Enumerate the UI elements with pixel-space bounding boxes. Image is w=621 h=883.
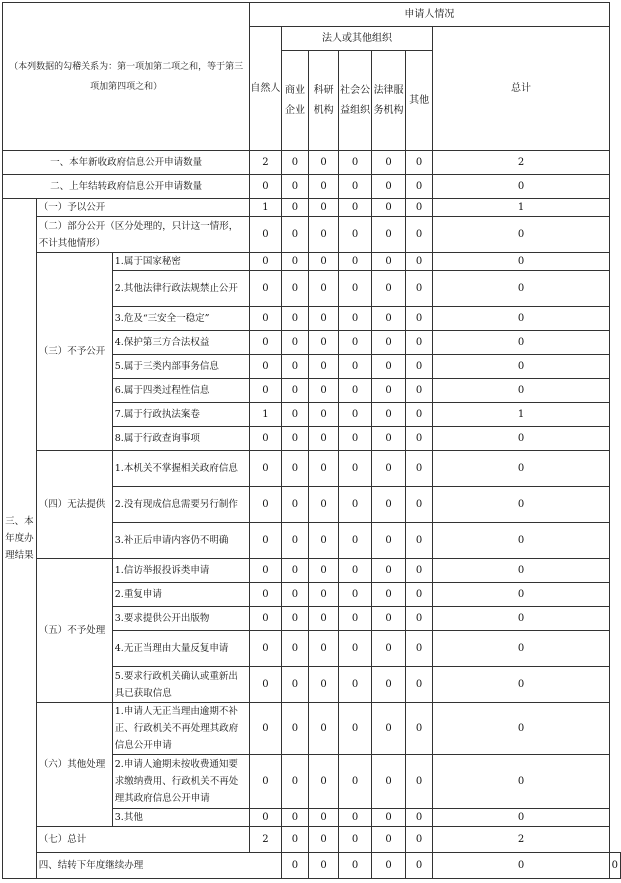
- header-total: 总计: [433, 27, 609, 151]
- value-cell: 0: [433, 667, 609, 703]
- value-cell: 0: [372, 607, 405, 631]
- header-legal-or-other-orgs: 法人或其他组织: [281, 27, 433, 51]
- value-cell: 0: [338, 583, 371, 607]
- value-cell: 0: [433, 755, 609, 809]
- value-cell: 0: [309, 379, 339, 403]
- value-cell: 0: [250, 271, 282, 307]
- value-cell: 0: [405, 253, 433, 271]
- value-cell: 0: [309, 403, 339, 427]
- value-cell: 0: [281, 853, 309, 879]
- value-cell: 0: [405, 307, 433, 331]
- row-label-new-requests: 一、本年新收政府信息公开申请数量: [3, 151, 250, 175]
- value-cell: 0: [405, 217, 433, 253]
- value-cell: 0: [338, 175, 371, 199]
- value-cell: 0: [609, 853, 620, 879]
- group-label-other-processing: （六）其他处理: [36, 703, 112, 827]
- value-cell: 0: [372, 151, 405, 175]
- value-cell: 0: [309, 151, 339, 175]
- value-cell: 0: [309, 631, 339, 667]
- value-cell: 0: [433, 175, 609, 199]
- value-cell: 0: [338, 253, 371, 271]
- value-cell: 2: [433, 827, 609, 853]
- value-cell: 0: [281, 217, 309, 253]
- sub-label: 1.本机关不掌握相关政府信息: [112, 451, 249, 487]
- sub-label: 2.重复申请: [112, 583, 249, 607]
- row-label-carry-forward: 四、结转下年度继续办理: [36, 853, 281, 879]
- value-cell: 0: [281, 355, 309, 379]
- value-cell: 0: [309, 451, 339, 487]
- value-cell: 0: [281, 403, 309, 427]
- sub-label: 1.信访举报投诉类申请: [112, 559, 249, 583]
- value-cell: 0: [405, 427, 433, 451]
- value-cell: 0: [281, 427, 309, 451]
- value-cell: 0: [309, 523, 339, 559]
- value-cell: 1: [433, 199, 609, 217]
- value-cell: 0: [309, 703, 339, 755]
- value-cell: 0: [372, 487, 405, 523]
- value-cell: 0: [338, 217, 371, 253]
- value-cell: 0: [405, 175, 433, 199]
- value-cell: 0: [309, 827, 339, 853]
- value-cell: 0: [281, 379, 309, 403]
- value-cell: 0: [405, 853, 433, 879]
- value-cell: 0: [338, 379, 371, 403]
- value-cell: 0: [338, 487, 371, 523]
- value-cell: 0: [372, 631, 405, 667]
- value-cell: 0: [281, 703, 309, 755]
- value-cell: 0: [281, 331, 309, 355]
- value-cell: 0: [372, 403, 405, 427]
- value-cell: 0: [405, 559, 433, 583]
- value-cell: 0: [309, 667, 339, 703]
- value-cell: 0: [405, 151, 433, 175]
- value-cell: 1: [250, 403, 282, 427]
- value-cell: 0: [281, 631, 309, 667]
- sub-label: 5.要求行政机关确认或重新出具已获取信息: [112, 667, 249, 703]
- value-cell: 0: [372, 331, 405, 355]
- value-cell: 0: [338, 559, 371, 583]
- row-label-processing-results: 三、本年度办理结果: [3, 199, 37, 879]
- value-cell: 0: [309, 331, 339, 355]
- value-cell: 0: [372, 199, 405, 217]
- value-cell: 0: [433, 355, 609, 379]
- value-cell: 0: [433, 253, 609, 271]
- value-cell: 0: [338, 151, 371, 175]
- value-cell: 0: [338, 199, 371, 217]
- value-cell: 0: [309, 307, 339, 331]
- group-label-total: （七）总计: [36, 827, 249, 853]
- value-cell: 0: [338, 307, 371, 331]
- value-cell: 0: [372, 827, 405, 853]
- value-cell: 0: [281, 271, 309, 307]
- value-cell: 2: [250, 827, 282, 853]
- value-cell: 0: [372, 271, 405, 307]
- sub-label: 1.申请人无正当理由逾期不补正、行政机关不再处理其政府信息公开申请: [112, 703, 249, 755]
- value-cell: 0: [372, 379, 405, 403]
- group-label-partial-disclosure: （二）部分公开（区分处理的，只计这一情形，不计其他情形）: [36, 217, 249, 253]
- value-cell: 0: [309, 271, 339, 307]
- value-cell: 0: [433, 809, 609, 827]
- value-cell: 0: [338, 355, 371, 379]
- sub-label: 2.申请人逾期未按收费通知要求缴纳费用、行政机关不再处理其政府信息公开申请: [112, 755, 249, 809]
- value-cell: 0: [405, 703, 433, 755]
- value-cell: 0: [250, 451, 282, 487]
- value-cell: 0: [372, 853, 405, 879]
- value-cell: 0: [309, 809, 339, 827]
- value-cell: 0: [250, 175, 282, 199]
- value-cell: 1: [250, 199, 282, 217]
- value-cell: 0: [338, 607, 371, 631]
- value-cell: 0: [281, 151, 309, 175]
- header-natural-person: 自然人: [250, 27, 282, 151]
- value-cell: 0: [405, 487, 433, 523]
- value-cell: 0: [281, 199, 309, 217]
- sub-label: 2.其他法律行政法规禁止公开: [112, 271, 249, 307]
- value-cell: 0: [338, 451, 371, 487]
- value-cell: 0: [281, 451, 309, 487]
- value-cell: 0: [338, 809, 371, 827]
- value-cell: 0: [405, 271, 433, 307]
- value-cell: 0: [433, 487, 609, 523]
- value-cell: 0: [250, 523, 282, 559]
- sub-label: 2.没有现成信息需要另行制作: [112, 487, 249, 523]
- value-cell: 0: [338, 631, 371, 667]
- sub-label: 1.属于国家秘密: [112, 253, 249, 271]
- value-cell: 0: [309, 583, 339, 607]
- value-cell: 0: [309, 355, 339, 379]
- value-cell: 0: [405, 631, 433, 667]
- header-other: 其他: [405, 51, 433, 151]
- header-commercial: 商业企业: [281, 51, 309, 151]
- value-cell: 0: [281, 583, 309, 607]
- value-cell: 0: [309, 853, 339, 879]
- value-cell: 0: [250, 809, 282, 827]
- header-research: 科研机构: [309, 51, 339, 151]
- value-cell: 0: [433, 631, 609, 667]
- sub-label: 8.属于行政查询事项: [112, 427, 249, 451]
- value-cell: 0: [405, 199, 433, 217]
- value-cell: 0: [250, 755, 282, 809]
- value-cell: 0: [281, 523, 309, 559]
- value-cell: 0: [309, 487, 339, 523]
- value-cell: 0: [433, 307, 609, 331]
- value-cell: 0: [250, 631, 282, 667]
- value-cell: 0: [281, 175, 309, 199]
- value-cell: 0: [250, 583, 282, 607]
- sub-label: 3.其他: [112, 809, 249, 827]
- value-cell: 0: [250, 703, 282, 755]
- header-legal-service: 法律服务机构: [372, 51, 405, 151]
- value-cell: 0: [338, 827, 371, 853]
- value-cell: 0: [281, 559, 309, 583]
- value-cell: 0: [338, 403, 371, 427]
- value-cell: 0: [250, 355, 282, 379]
- group-label-unable-to-provide: （四）无法提供: [36, 451, 112, 559]
- header-applicant-situation: 申请人情况: [250, 3, 609, 27]
- value-cell: 0: [250, 559, 282, 583]
- sub-label: 4.保护第三方合法权益: [112, 331, 249, 355]
- value-cell: 0: [405, 451, 433, 487]
- sub-label: 3.危及“三安全一稳定”: [112, 307, 249, 331]
- value-cell: 0: [433, 523, 609, 559]
- value-cell: 0: [281, 809, 309, 827]
- value-cell: 0: [309, 427, 339, 451]
- value-cell: 0: [338, 667, 371, 703]
- value-cell: 0: [372, 427, 405, 451]
- header-social-welfare: 社会公益组织: [338, 51, 371, 151]
- value-cell: 0: [372, 809, 405, 827]
- value-cell: 0: [338, 703, 371, 755]
- value-cell: 0: [405, 403, 433, 427]
- value-cell: 0: [372, 307, 405, 331]
- value-cell: 0: [405, 355, 433, 379]
- value-cell: 0: [281, 667, 309, 703]
- value-cell: 2: [433, 151, 609, 175]
- value-cell: 0: [372, 583, 405, 607]
- sub-label: 4.无正当理由大量反复申请: [112, 631, 249, 667]
- sub-label: 7.属于行政执法案卷: [112, 403, 249, 427]
- value-cell: 0: [338, 853, 371, 879]
- value-cell: 0: [372, 217, 405, 253]
- value-cell: 0: [433, 583, 609, 607]
- value-cell: 0: [372, 253, 405, 271]
- value-cell: 0: [281, 827, 309, 853]
- value-cell: 0: [372, 559, 405, 583]
- value-cell: 0: [372, 755, 405, 809]
- value-cell: 2: [250, 151, 282, 175]
- value-cell: 0: [405, 607, 433, 631]
- sub-label: 6.属于四类过程性信息: [112, 379, 249, 403]
- value-cell: 0: [338, 523, 371, 559]
- value-cell: 0: [250, 379, 282, 403]
- value-cell: 0: [372, 523, 405, 559]
- value-cell: 0: [372, 667, 405, 703]
- value-cell: 0: [372, 355, 405, 379]
- value-cell: 0: [405, 379, 433, 403]
- value-cell: 0: [338, 427, 371, 451]
- value-cell: 0: [433, 379, 609, 403]
- value-cell: 0: [281, 607, 309, 631]
- value-cell: 0: [433, 271, 609, 307]
- group-label-not-processed: （五）不予处理: [36, 559, 112, 703]
- value-cell: 0: [433, 217, 609, 253]
- value-cell: 0: [405, 809, 433, 827]
- value-cell: 0: [405, 583, 433, 607]
- value-cell: 0: [372, 451, 405, 487]
- value-cell: 0: [281, 253, 309, 271]
- value-cell: 0: [433, 607, 609, 631]
- sub-label: 3.补正后申请内容仍不明确: [112, 523, 249, 559]
- value-cell: 0: [309, 217, 339, 253]
- value-cell: 0: [433, 853, 609, 879]
- value-cell: 0: [405, 331, 433, 355]
- value-cell: 0: [250, 667, 282, 703]
- value-cell: 0: [309, 755, 339, 809]
- value-cell: 0: [405, 755, 433, 809]
- value-cell: 0: [372, 175, 405, 199]
- value-cell: 0: [309, 253, 339, 271]
- header-note: （本列数据的勾稽关系为：第一项加第二项之和，等于第三项加第四项之和）: [3, 3, 250, 151]
- value-cell: 0: [433, 703, 609, 755]
- value-cell: 0: [405, 667, 433, 703]
- gov-info-disclosure-table: [2, 2, 621, 879]
- value-cell: 0: [372, 703, 405, 755]
- value-cell: 0: [250, 253, 282, 271]
- value-cell: 0: [433, 331, 609, 355]
- value-cell: 0: [309, 175, 339, 199]
- value-cell: 0: [405, 827, 433, 853]
- sub-label: 5.属于三类内部事务信息: [112, 355, 249, 379]
- value-cell: 1: [433, 403, 609, 427]
- value-cell: 0: [338, 755, 371, 809]
- value-cell: 0: [338, 271, 371, 307]
- value-cell: 0: [250, 487, 282, 523]
- value-cell: 0: [338, 331, 371, 355]
- value-cell: 0: [281, 755, 309, 809]
- value-cell: 0: [309, 559, 339, 583]
- value-cell: 0: [250, 307, 282, 331]
- value-cell: 0: [250, 331, 282, 355]
- value-cell: 0: [250, 607, 282, 631]
- value-cell: 0: [250, 427, 282, 451]
- value-cell: 0: [405, 523, 433, 559]
- value-cell: 0: [433, 559, 609, 583]
- value-cell: 0: [309, 199, 339, 217]
- group-label-disclosed: （一）予以公开: [36, 199, 249, 217]
- row-label-carried-over: 二、上年结转政府信息公开申请数量: [3, 175, 250, 199]
- value-cell: 0: [309, 607, 339, 631]
- value-cell: 0: [433, 451, 609, 487]
- sub-label: 3.要求提供公开出版物: [112, 607, 249, 631]
- value-cell: 0: [281, 487, 309, 523]
- value-cell: 0: [433, 427, 609, 451]
- value-cell: 0: [250, 217, 282, 253]
- value-cell: 0: [281, 307, 309, 331]
- group-label-not-disclosed: （三）不予公开: [36, 253, 112, 451]
